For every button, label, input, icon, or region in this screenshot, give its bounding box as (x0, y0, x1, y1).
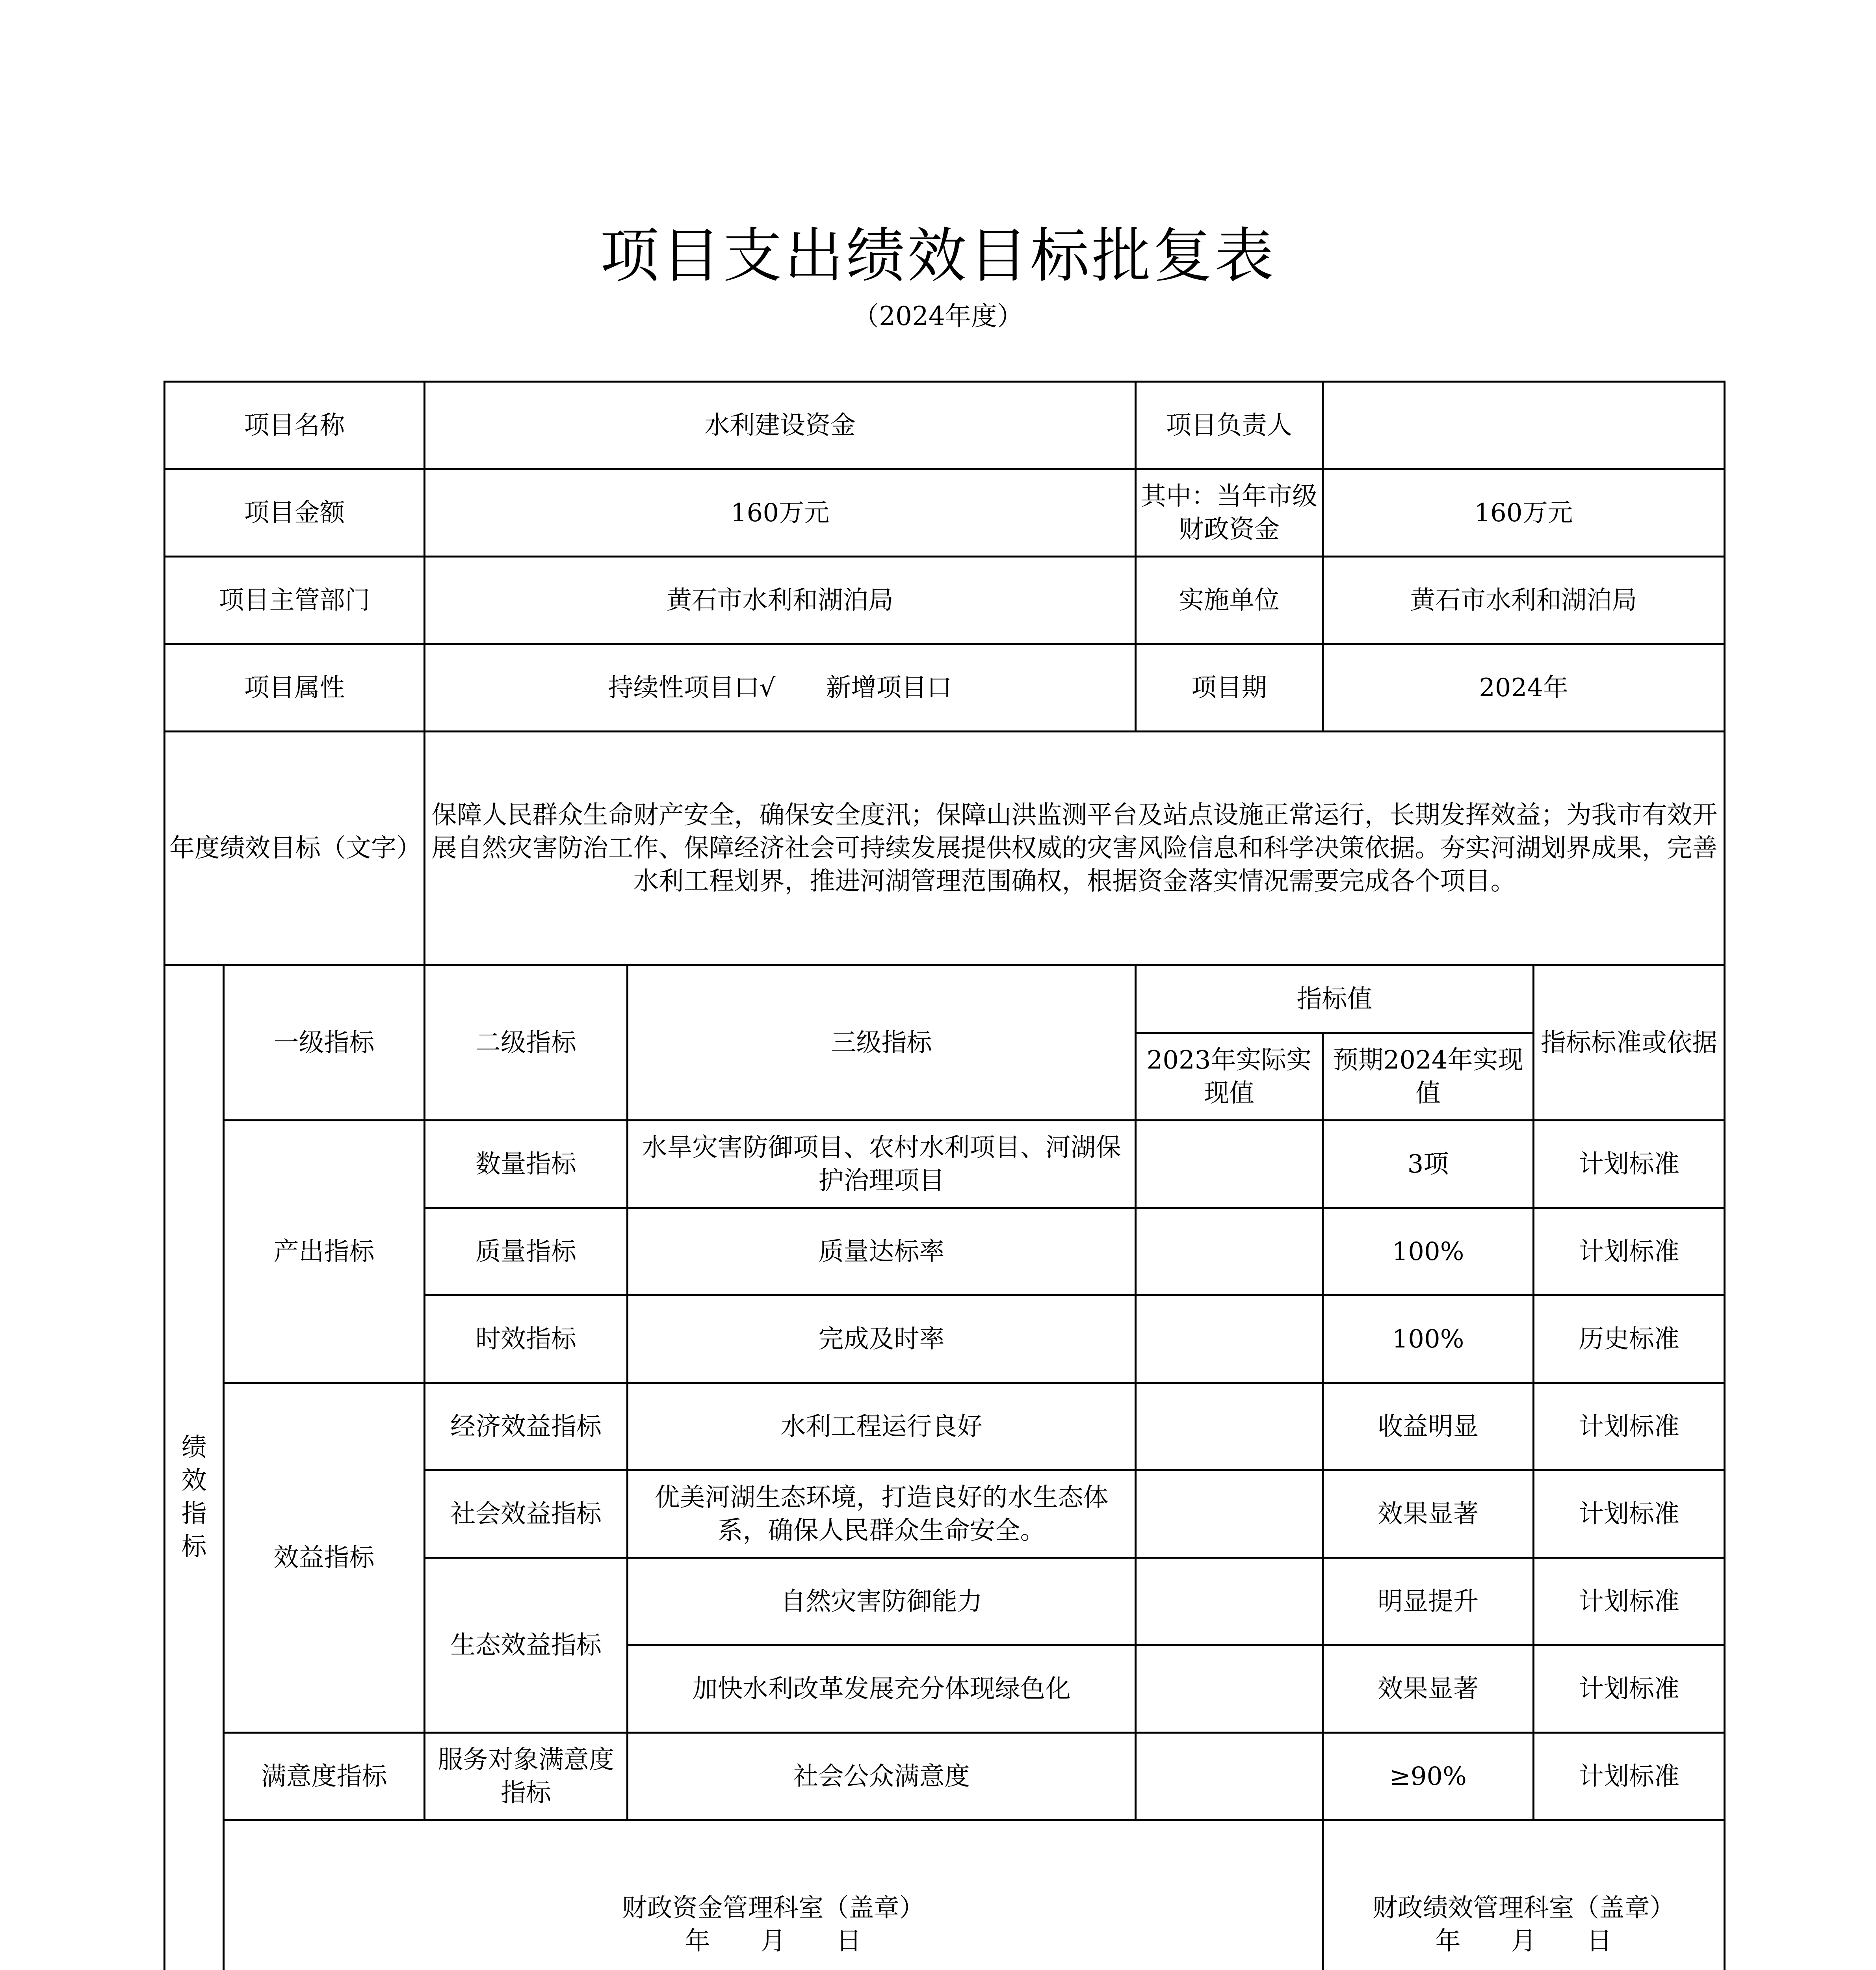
expected-cell: 100% (1323, 1208, 1534, 1295)
finance-performance-office-stamp (1323, 1820, 1725, 1970)
basis-cell: 计划标准 (1534, 1121, 1725, 1208)
expected-cell: 明显提升 (1323, 1558, 1534, 1645)
level2-cell: 经济效益指标 (425, 1383, 628, 1470)
table-row (165, 1383, 1725, 1470)
expected-cell: 3项 (1323, 1121, 1534, 1208)
output-indicator-label: 产出指标 (224, 1121, 425, 1383)
level2-cell: 服务对象满意度指标 (425, 1733, 628, 1820)
basis-cell: 计划标准 (1534, 1558, 1725, 1645)
level3-cell: 优美河湖生态环境，打造良好的水生态体系，确保人民群众生命安全。 (628, 1470, 1136, 1558)
row-indicator-header (165, 965, 1725, 1033)
actual-2023-header: 2023年实际实现值 (1136, 1033, 1323, 1121)
actual-cell (1136, 1645, 1323, 1733)
table-row (165, 1733, 1725, 1820)
approval-table (163, 381, 1726, 1970)
annual-goal-text: 保障人民群众生命财产安全，确保安全度汛；保障山洪监测平台及站点设施正常运行，长期发挥效益；为我市有效开展自然灾害防治工作、保障经济社会可持续发展提供权威的灾害风险信息和科学决策依据。夯实河湖划界成果，完善水利工程划界，推进河湖管理范围确权，根据资金落实情况需要完成各个项目。 (425, 732, 1725, 965)
expected-cell: 100% (1323, 1295, 1534, 1383)
project-name-value: 水利建设资金 (425, 382, 1136, 469)
project-name-label: 项目名称 (165, 382, 425, 469)
row-attribute (165, 644, 1725, 732)
basis-cell: 计划标准 (1534, 1208, 1725, 1295)
expected-cell: ≥90% (1323, 1733, 1534, 1820)
page-title: 项目支出绩效目标批复表 (600, 222, 1276, 290)
expected-cell: 效果显著 (1323, 1645, 1534, 1733)
actual-cell (1136, 1558, 1323, 1645)
period-label: 项目期 (1136, 644, 1323, 732)
benefit-indicator-label: 效益指标 (224, 1383, 425, 1733)
level2-cell: 生态效益指标 (425, 1558, 628, 1733)
level2-cell: 数量指标 (425, 1121, 628, 1208)
expected-cell: 收益明显 (1323, 1383, 1534, 1470)
level2-cell: 时效指标 (425, 1295, 628, 1383)
basis-cell: 计划标准 (1534, 1733, 1725, 1820)
basis-cell: 历史标准 (1534, 1295, 1725, 1383)
side-char-1: 绩 (181, 1433, 207, 1462)
implementer-label: 实施单位 (1136, 557, 1323, 644)
side-char-4: 标 (181, 1532, 207, 1561)
row-project-name (165, 382, 1725, 469)
expected-cell: 效果显著 (1323, 1470, 1534, 1558)
attribute-value: 持续性项目口√ 新增项目口 (425, 644, 1136, 732)
level3-cell: 社会公众满意度 (628, 1733, 1136, 1820)
project-owner-label: 项目负责人 (1136, 382, 1323, 469)
level3-header: 三级指标 (628, 965, 1136, 1121)
indicator-value-header: 指标值 (1136, 965, 1534, 1033)
side-char-2: 效 (181, 1466, 207, 1495)
finance-performance-office-date: 年 月 日 (1435, 1926, 1612, 1956)
level3-cell: 加快水利改革发展充分体现绿色化 (628, 1645, 1136, 1733)
table-row (165, 1121, 1725, 1208)
level3-cell: 完成及时率 (628, 1295, 1136, 1383)
row-project-amount (165, 469, 1725, 557)
department-label: 项目主管部门 (165, 557, 425, 644)
row-signatures (165, 1820, 1725, 1970)
expected-2024-header: 预期2024年实现值 (1323, 1033, 1534, 1121)
city-fund-label: 其中：当年市级财政资金 (1136, 469, 1323, 557)
project-amount-label: 项目金额 (165, 469, 425, 557)
finance-fund-office-label: 财政资金管理科室（盖章） (622, 1893, 925, 1923)
row-department (165, 557, 1725, 644)
level1-header: 一级指标 (224, 965, 425, 1121)
row-annual-goal (165, 732, 1725, 965)
side-char-3: 指 (181, 1499, 207, 1528)
performance-indicators-side-label (165, 965, 224, 1970)
basis-cell: 计划标准 (1534, 1645, 1725, 1733)
level3-cell: 水利工程运行良好 (628, 1383, 1136, 1470)
level2-cell: 社会效益指标 (425, 1470, 628, 1558)
period-value: 2024年 (1323, 644, 1725, 732)
finance-performance-office-label: 财政绩效管理科室（盖章） (1372, 1893, 1675, 1923)
level3-cell: 质量达标率 (628, 1208, 1136, 1295)
finance-fund-office-stamp (224, 1820, 1323, 1970)
implementer-value: 黄石市水利和湖泊局 (1323, 557, 1725, 644)
project-owner-value (1323, 382, 1725, 469)
attribute-label: 项目属性 (165, 644, 425, 732)
actual-cell (1136, 1121, 1323, 1208)
department-value: 黄石市水利和湖泊局 (425, 557, 1136, 644)
annual-goal-label: 年度绩效目标（文字） (165, 732, 425, 965)
actual-cell (1136, 1383, 1323, 1470)
level3-cell: 自然灾害防御能力 (628, 1558, 1136, 1645)
city-fund-value: 160万元 (1323, 469, 1725, 557)
level2-cell: 质量指标 (425, 1208, 628, 1295)
level3-cell: 水旱灾害防御项目、农村水利项目、河湖保护治理项目 (628, 1121, 1136, 1208)
basis-cell: 计划标准 (1534, 1383, 1725, 1470)
actual-cell (1136, 1295, 1323, 1383)
actual-cell (1136, 1733, 1323, 1820)
project-amount-value: 160万元 (425, 469, 1136, 557)
finance-fund-office-date: 年 月 日 (685, 1926, 862, 1956)
level2-header: 二级指标 (425, 965, 628, 1121)
basis-cell: 计划标准 (1534, 1470, 1725, 1558)
actual-cell (1136, 1470, 1323, 1558)
actual-cell (1136, 1208, 1323, 1295)
basis-header: 指标标准或依据 (1534, 965, 1725, 1121)
page-subtitle-year: （2024年度） (853, 301, 1023, 331)
satisfaction-indicator-label: 满意度指标 (224, 1733, 425, 1820)
